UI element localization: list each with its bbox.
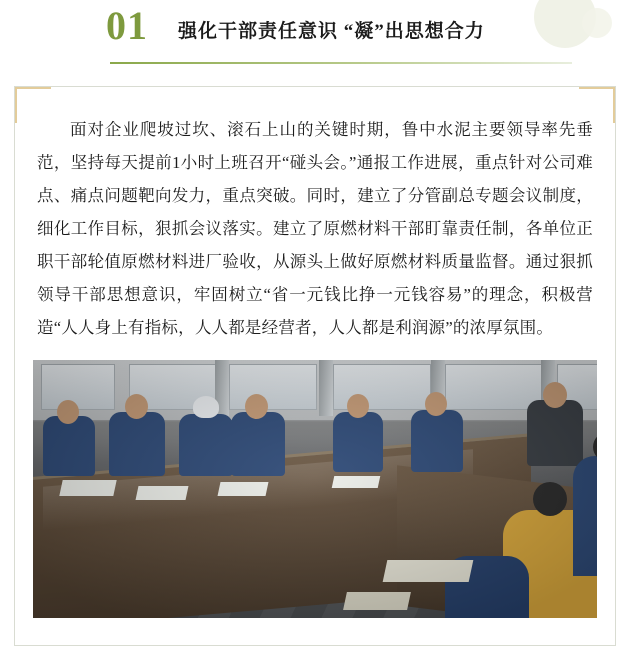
content-card xyxy=(14,86,616,646)
section-number: 01 xyxy=(106,3,148,48)
corner-ornament-top-left xyxy=(14,86,51,123)
photo-vignette xyxy=(33,360,597,618)
header-row xyxy=(0,0,630,58)
article-paragraph: 面对企业爬坡过坎、滚石上山的关键时期，鲁中水泥主要领导率先垂范，坚持每天提前1小时上班召开“碰头会。”通报工作进展，重点针对公司难点、痛点问题靶向发力，重点突破。同时，建立了分管副总专题会议制度，细化工作目标，狠抓会议落实。建立了原燃材料干部盯靠责任制，各单位正职干部轮值原燃材料进厂验收，从源头上做好原燃材料质量监督。通过狠抓领导干部思想意识，牢固树立“省一元钱比挣一元钱容易”的理念，积极营造“人人身上有指标，人人都是经营者，人人都是利润源”的浓厚氛围。 xyxy=(37,120,593,337)
section-header xyxy=(0,0,630,76)
corner-ornament-top-right xyxy=(579,86,616,123)
article-body xyxy=(15,87,615,344)
photo-canvas xyxy=(33,360,597,618)
page-title: 强化干部责任意识 “凝”出思想合力 xyxy=(178,20,485,42)
article-photo xyxy=(33,360,597,618)
header-divider xyxy=(110,62,572,64)
